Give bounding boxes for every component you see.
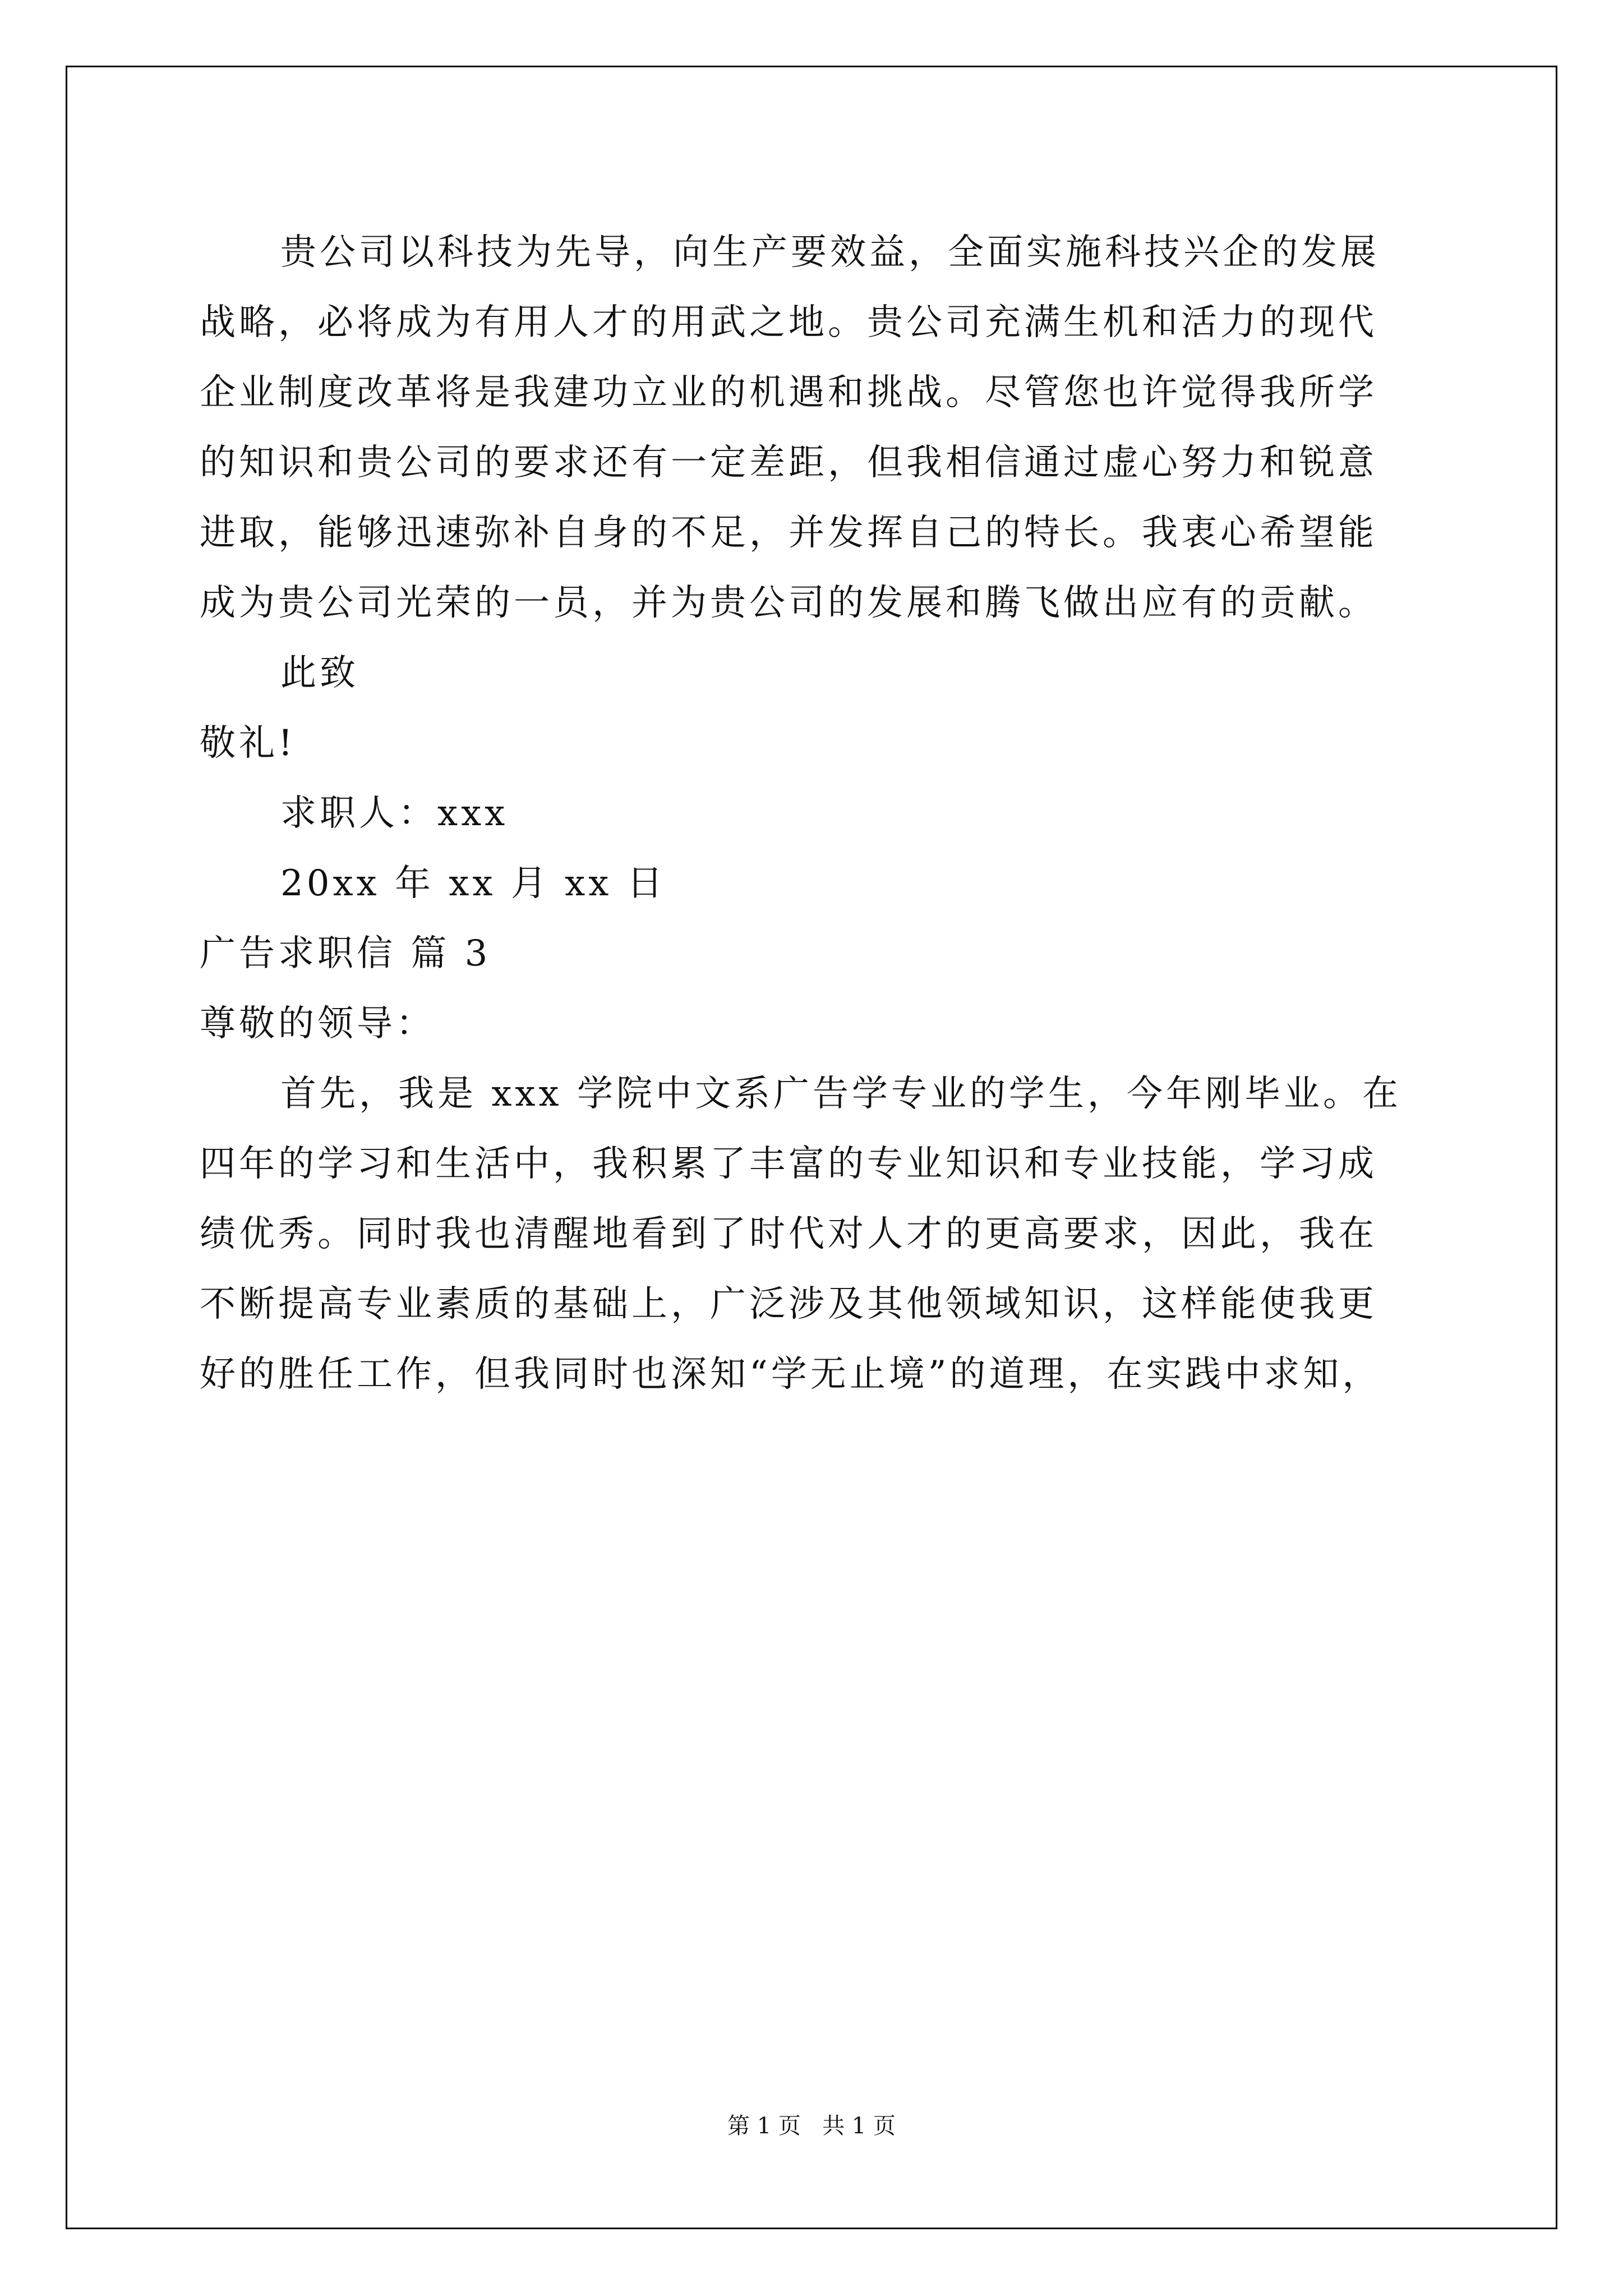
closing-salutation: 此致 [280, 652, 359, 694]
paragraph-line: 首先，我是 xxx 学院中文系广告学专业的学生，今年刚毕业。在 [280, 1073, 1401, 1115]
paragraph-line: 好的胜任工作，但我同时也深知“学无止境”的道理，在实践中求知， [200, 1354, 1382, 1395]
page-number-footer: 第 1 页 共 1 页 [727, 2113, 896, 2139]
paragraph-line: 绩优秀。同时我也清醒地看到了时代对人才的更高要求，因此，我在 [200, 1213, 1377, 1255]
paragraph-line: 战略，必将成为有用人才的用武之地。贵公司充满生机和活力的现代 [200, 302, 1377, 343]
paragraph-line: 四年的学习和生活中，我积累了丰富的专业知识和专业技能，学习成 [200, 1143, 1377, 1185]
paragraph-line: 进取，能够迅速弥补自身的不足，并发挥自己的特长。我衷心希望能 [200, 512, 1377, 554]
closing-regards: 敬礼! [200, 723, 296, 764]
date-line: 20xx 年 xx 月 xx 日 [280, 863, 666, 904]
section-heading: 广告求职信 篇 3 [200, 933, 491, 974]
signature-line: 求职人：xxx [280, 793, 509, 834]
paragraph-line: 贵公司以科技为先导，向生产要效益，全面实施科技兴企的发展 [280, 232, 1380, 273]
paragraph-line: 成为贵公司光荣的一员，并为贵公司的发展和腾飞做出应有的贡献。 [200, 582, 1377, 624]
paragraph-line: 的知识和贵公司的要求还有一定差距，但我相信通过虚心努力和锐意 [200, 442, 1377, 484]
paragraph-line: 企业制度改革将是我建功立业的机遇和挑战。尽管您也许觉得我所学 [200, 372, 1377, 413]
greeting-line: 尊敬的领导： [200, 1003, 435, 1045]
paragraph-line: 不断提高专业素质的基础上，广泛涉及其他领域知识，这样能使我更 [200, 1283, 1377, 1325]
